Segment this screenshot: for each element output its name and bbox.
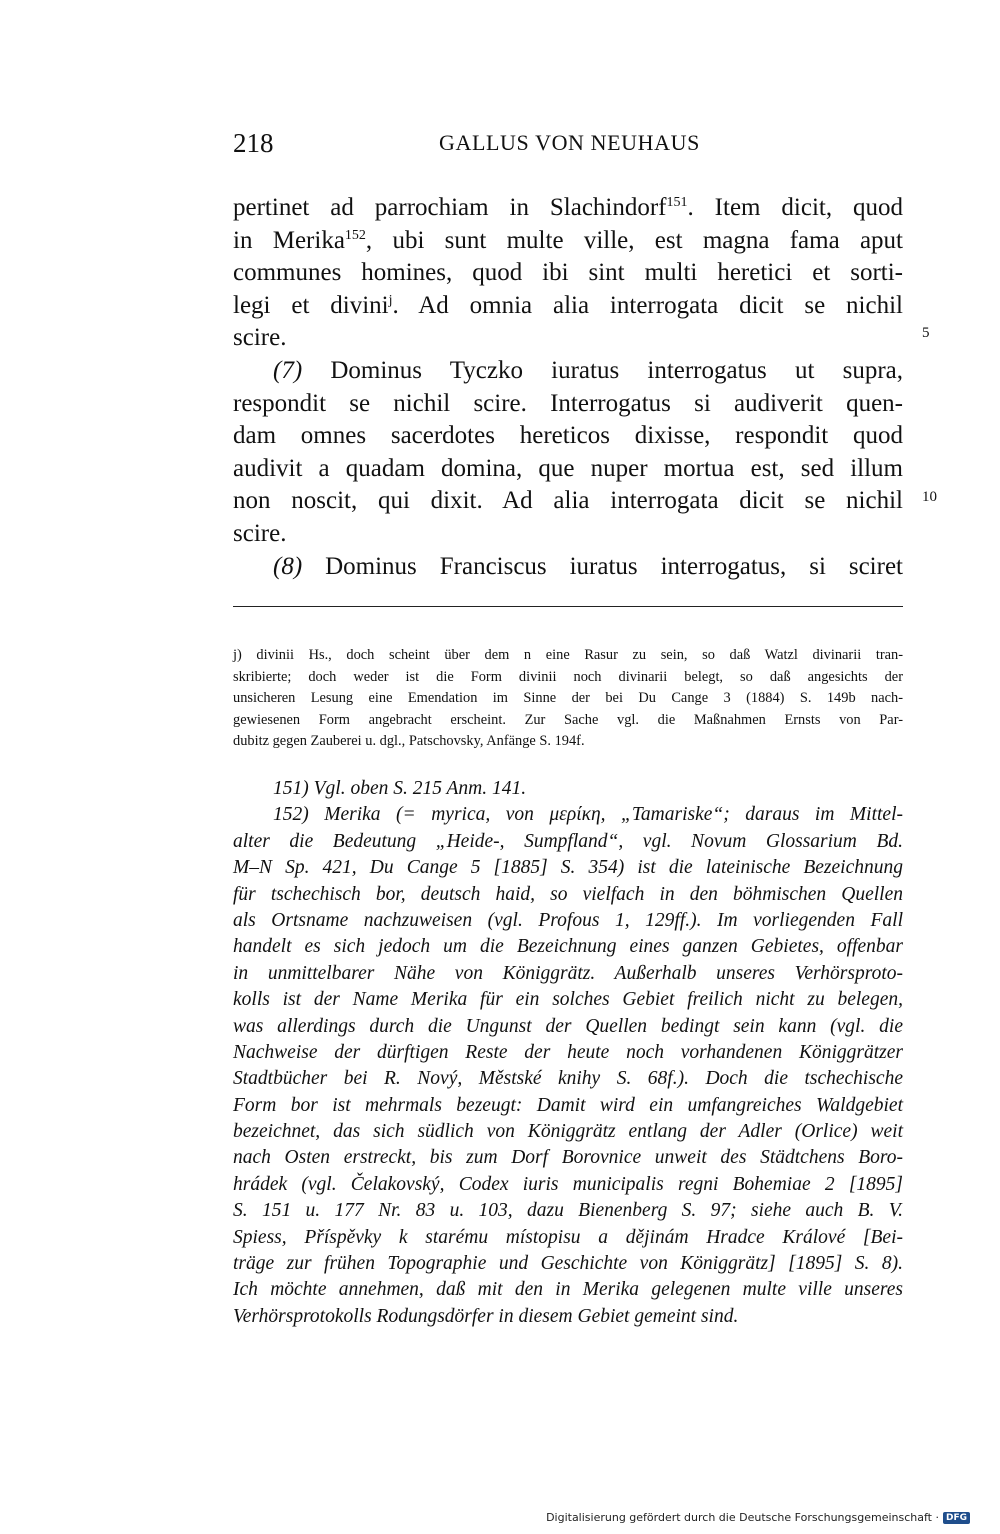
footnote-line: alter die Bedeutung „Heide-, Sumpfland“, vgl. Novum Glossarium Bd. <box>233 830 903 852</box>
footnote-line: Verhörsprotokolls Rodungsdörfer in diesem Gebiet gemeint sind. <box>233 1305 739 1327</box>
section-number: (7) <box>273 356 303 384</box>
text-line: in Merika$^{152}$, ubi sunt multe ville, est magna fama aput <box>233 226 904 254</box>
apparatus-line: unsicheren Lesung eine Emendation im Sinne der bei Du Cange 3 (1884) S. 149b nach- <box>233 690 903 707</box>
text-line: non noscit, qui dixit. Ad alia interrogata dicit se nichil <box>233 487 903 515</box>
text-line: (8) Dominus Franciscus iuratus interrogatus, si sciret <box>273 552 903 580</box>
footnote-divider <box>233 606 903 607</box>
line-number-marker: 5 <box>922 325 930 341</box>
digitization-credit <box>546 1511 970 1524</box>
footnote-line: S. 151 u. 177 Nr. 83 u. 103, dazu Bienenberg S. 97; siehe auch B. V. <box>233 1200 903 1222</box>
page-number: 218 <box>233 128 274 158</box>
footnote-line: als Ortsname nachzuweisen (vgl. Profous 1, 129ff.). Im vorliegenden Fall <box>233 909 903 931</box>
apparatus-line: j) divinii Hs., doch scheint über dem n eine Rasur zu sein, so daß Watzl divinarii tran- <box>233 647 903 663</box>
dfg-logo: DFG <box>943 1512 970 1524</box>
footnotes <box>233 776 903 1330</box>
footnote-line: hrádek (vgl. Čelakovský, Codex iuris municipalis regni Bohemiae 2 [1895] <box>233 1173 903 1195</box>
text-line: legi et divini$^j$. Ad omnia alia interrogata dicit se nichil <box>233 291 903 319</box>
text-line: respondit se nichil scire. Interrogatus si audiverit quen- <box>233 389 903 417</box>
footnote-line: Stadtbücher bei R. Nový, Městské knihy S. 68f.). Doch die tschechische <box>233 1068 903 1090</box>
credit-text: Digitalisierung gefördert durch die Deutsche Forschungsgemeinschaft · <box>546 1511 939 1524</box>
footnote-line: Form bor ist mehrmals bezeugt: Damit wird ein umfangreiches Waldgebiet <box>233 1094 903 1116</box>
footnote-line: träge zur frühen Topographie und Geschichte von Königgrätz] [1895] S. 8). <box>233 1253 903 1275</box>
main-text <box>233 192 903 583</box>
footnote-line: 152) Merika (= myrica, von μερίκη, „Tamariske“; daraus im Mittel- <box>273 804 903 826</box>
section-number: (8) <box>273 552 303 580</box>
running-title: GALLUS VON NEUHAUS <box>439 130 700 155</box>
footnote-line: für tschechisch bor, deutsch haid, so vielfach in den böhmischen Quellen <box>233 883 903 905</box>
footnote-line: nach Osten erstreckt, bis zum Dorf Borovnice unweit des Städtchens Boro- <box>233 1147 903 1169</box>
text-line: audivit a quadam domina, que nuper mortua est, sed illum <box>233 454 903 482</box>
footnote-line: Spiess, Příspěvky k starému místopisu a dějinám Hradce Králové [Bei- <box>233 1226 903 1248</box>
line-number-marker: 10 <box>922 489 937 505</box>
text-line: pertinet ad parrochiam in Slachindorf$^{151}$. Item dicit, quod <box>233 194 903 221</box>
footnote-line: was allerdings durch die Ungunst der Quellen bedingt sein kann (vgl. die <box>233 1015 903 1037</box>
footnote-line: in unmittelbarer Nähe von Königgrätz. Außerhalb unseres Verhörsproto- <box>233 962 903 984</box>
footnote-line: M–N Sp. 421, Du Cange 5 [1885] S. 354) ist die lateinische Bezeichnung <box>233 857 903 879</box>
text-line: (7) Dominus Tyczko iuratus interrogatus ut supra, <box>273 356 903 384</box>
footnote-line: 151) Vgl. oben S. 215 Anm. 141. <box>273 778 527 799</box>
apparatus-line: skribierte; doch weder ist die Form divinii noch divinarii belegt, so daß angesichts der <box>233 668 903 685</box>
text-line: communes homines, quod ibi sint multi heretici et sorti- <box>233 259 903 287</box>
text-line: dam omnes sacerdotes hereticos dixisse, respondit quod <box>233 422 903 450</box>
footnote-line: bezeichnet, das sich südlich von Königgrätz entlang der Adler (Orlice) weit <box>233 1121 903 1143</box>
apparatus-line: gewiesenen Form angebracht erscheint. Zur Sache vgl. die Maßnahmen Ernsts von Par- <box>233 711 903 728</box>
footnote-line: Ich möchte annehmen, daß mit den in Merika gelegenen multe ville unseres <box>233 1279 903 1301</box>
footnote-line: kolls ist der Name Merika für ein solches Gebiet freilich nicht zu belegen, <box>233 989 903 1011</box>
apparatus-line: dubitz gegen Zauberei u. dgl., Patschovsky, Anfänge S. 194f. <box>233 733 585 750</box>
page-header <box>233 128 903 168</box>
text-line: scire. <box>233 324 287 352</box>
text-line: scire. <box>233 519 287 547</box>
footnote-line: Nachweise der dürftigen Reste der heute noch vorhandenen Königgrätzer <box>233 1041 903 1063</box>
critical-apparatus <box>233 645 903 753</box>
footnote-line: handelt es sich jedoch um die Bezeichnung eines ganzen Gebietes, offenbar <box>233 936 903 958</box>
